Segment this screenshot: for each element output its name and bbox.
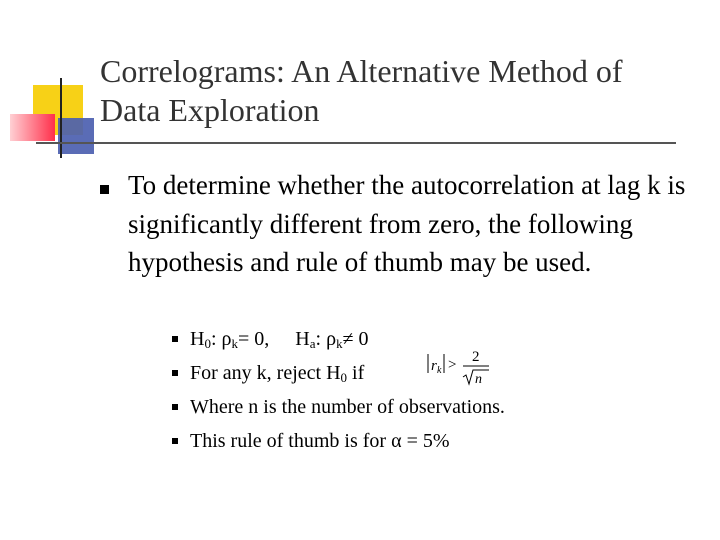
reject-formula (425, 345, 495, 387)
sub-bullet-marker (172, 404, 178, 410)
formula-gt: > (448, 357, 457, 373)
sub-bullet-list (172, 322, 692, 458)
sub-bullet-marker (172, 438, 178, 444)
sub-bullet-marker (172, 336, 178, 342)
sub-item-alpha: This rule of thumb is for α = 5% (172, 424, 692, 458)
decor-red-bar (10, 114, 55, 141)
sub-item-where-n: Where n is the number of observations. (172, 390, 692, 424)
sub-item-hypotheses: $H_0$: $\rho_k= 0$, $H_a$: $\rho_k\ne 0$ (172, 322, 692, 356)
title-underline (36, 142, 676, 144)
formula-n: n (475, 372, 482, 387)
decor-blue-square (58, 118, 94, 154)
title-line-2: Data Exploration (100, 92, 320, 128)
sub-bullet-marker (172, 370, 178, 376)
formula-r-sub: k (437, 365, 442, 376)
formula-r: r (431, 358, 437, 374)
main-bullet-marker (100, 185, 109, 194)
main-bullet-text: To determine whether the autocorrelation at lag k is significantly different from zero, the following hypothesis and rule of thumb may be used. (128, 170, 686, 277)
decor-vertical-line (60, 78, 62, 158)
sub-item-reject-rule: For any k, reject $H_0$ if (172, 356, 692, 390)
slide-title (100, 52, 700, 130)
formula-numerator: 2 (472, 349, 480, 365)
title-line-1: Correlograms: An Alternative Method of (100, 53, 623, 89)
